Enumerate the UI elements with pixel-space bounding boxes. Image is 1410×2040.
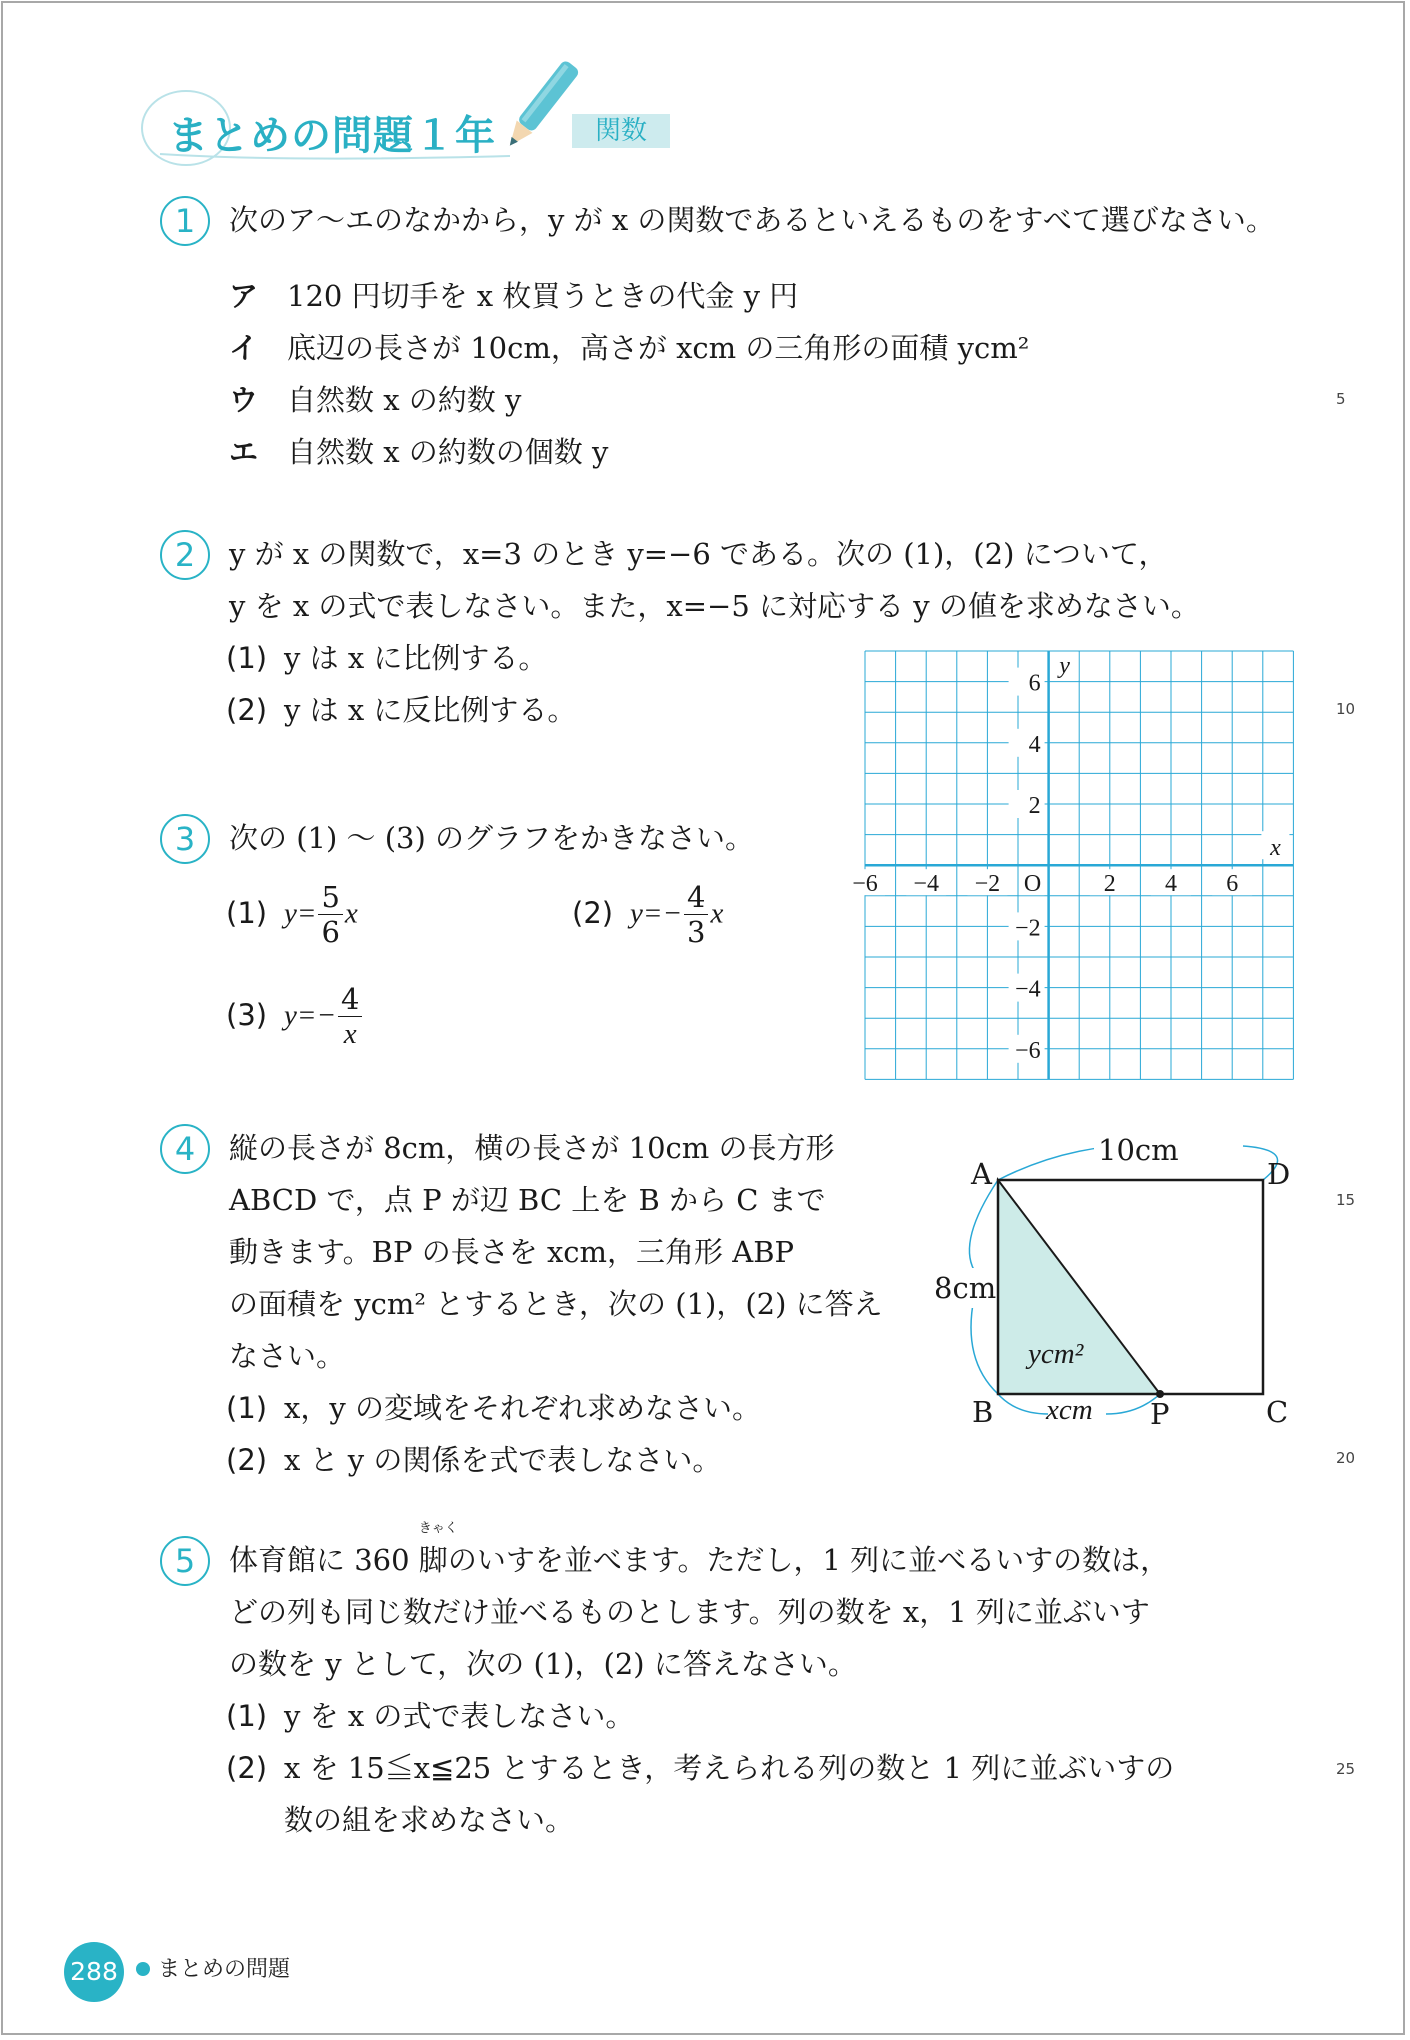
topic-tag: 関数 — [572, 114, 670, 148]
q3-sub3: (3) y=− $\frac{4}{x}$ — [226, 982, 364, 1051]
y-axis-label: y — [1059, 653, 1070, 679]
q4-line: の面積を ycm² とするとき，次の (1)，(2) に答え — [229, 1287, 883, 1321]
q2-sub1: (1) y は x に比例する。 — [226, 641, 548, 675]
q1-item: ウ 自然数 x の約数 y — [229, 383, 522, 417]
q5-line1: 体育館に 360 きゃく 脚のいすを並べます。ただし，1 列に並べるいすの数は， — [229, 1521, 1170, 1577]
q3-prompt: 次の (1) 〜 (3) のグラフをかきなさい。 — [229, 821, 755, 855]
question-number-5: 5 — [160, 1536, 210, 1586]
x-axis-label: x — [1270, 835, 1281, 862]
q3-sub1: (1) y= $\frac{5}{6}$ x — [226, 880, 358, 949]
q3-sub2: (2) y=− $\frac{4}{3}$ x — [572, 880, 724, 949]
bp-brace — [998, 1394, 1048, 1414]
x-tick-label: −2 — [974, 871, 1001, 898]
q4-sub2: (2) x と y の関係を式で表しなさい。 — [226, 1443, 722, 1477]
question-number-2: 2 — [160, 530, 210, 580]
q4-line: なさい。 — [229, 1339, 346, 1373]
title-block — [140, 84, 520, 166]
line-number: 5 — [1336, 390, 1346, 408]
x-tick-label: −6 — [852, 871, 878, 898]
origin-label: O — [1023, 871, 1042, 898]
y-tick-label: −2 — [1015, 915, 1041, 942]
q5-sub2: (2) x を 15≦x≦25 とするとき，考えられる列の数と 1 列に並ぶいすの — [226, 1751, 1175, 1785]
page-title: まとめの問題１年 — [168, 113, 496, 159]
y-tick-label: −4 — [1015, 976, 1041, 1003]
height-brace — [971, 1298, 998, 1394]
q4-line: ABCD で，点 P が辺 BC 上を B から C まで — [229, 1183, 826, 1217]
q2-prompt-line1: y が x の関数で，x=3 のとき y=−6 である。次の (1)，(2) について， — [229, 537, 1168, 571]
line-number: 10 — [1336, 700, 1356, 718]
pencil-icon — [500, 52, 580, 162]
area-label: ycm² — [1028, 1338, 1084, 1370]
q1-item: イ 底辺の長さが 10cm，高さが xcm の三角形の面積 ycm² — [229, 331, 1030, 365]
bp-label: xcm — [1046, 1394, 1093, 1426]
question-number-3: 3 — [160, 814, 210, 864]
q1-item: エ 自然数 x の約数の個数 y — [229, 435, 609, 469]
y-tick-label: 2 — [1028, 793, 1041, 819]
q4-sub1: (1) x，y の変域をそれぞれ求めなさい。 — [226, 1391, 761, 1425]
line-number: 25 — [1336, 1760, 1356, 1778]
vertex-a: A — [971, 1157, 992, 1191]
vertex-p: P — [1150, 1397, 1170, 1431]
x-tick-label: −4 — [913, 871, 939, 898]
q5-sub1: (1) y を x の式で表しなさい。 — [226, 1699, 635, 1733]
q2-sub2: (2) y は x に反比例する。 — [226, 693, 577, 727]
question-number-1: 1 — [160, 196, 210, 246]
q5-line2: どの列も同じ数だけ並べるものとします。列の数を x，1 列に並ぶいす — [229, 1595, 1150, 1629]
coordinate-grid — [852, 648, 1300, 1092]
height-label: 8cm — [934, 1268, 996, 1308]
question-number-4: 4 — [160, 1124, 210, 1174]
bullet-icon — [136, 1962, 150, 1976]
q4-line: 動きます。BP の長さを xcm，三角形 ABP — [229, 1235, 795, 1269]
page-number: 288 — [64, 1942, 124, 2002]
q2-prompt-line2: y を x の式で表しなさい。また，x=−5 に対応する y の値を求めなさい。 — [229, 589, 1200, 623]
line-number: 15 — [1336, 1191, 1356, 1209]
x-tick-label: 2 — [1103, 871, 1116, 898]
q1-prompt: 次のア〜エのなかから，y が x の関数であるといえるものをすべて選びなさい。 — [229, 203, 1275, 237]
footer-section: まとめの問題 — [158, 1957, 291, 1982]
width-label: 10cm — [1094, 1130, 1183, 1170]
y-tick-label: 6 — [1028, 670, 1041, 697]
x-tick-label: 6 — [1226, 871, 1239, 898]
y-tick-label: −6 — [1015, 1037, 1041, 1064]
q4-line: 縦の長さが 8cm，横の長さが 10cm の長方形 — [229, 1131, 835, 1165]
q1-item: ア 120 円切手を x 枚買うときの代金 y 円 — [229, 279, 799, 313]
line-number: 20 — [1336, 1449, 1356, 1467]
q5-line3: の数を y として，次の (1)，(2) に答えなさい。 — [229, 1647, 857, 1681]
q5-sub2-cont: 数の組を求めなさい。 — [284, 1803, 575, 1837]
vertex-b: B — [972, 1395, 994, 1429]
y-tick-label: 4 — [1028, 731, 1041, 758]
vertex-c: C — [1266, 1395, 1289, 1429]
x-tick-label: 4 — [1165, 871, 1177, 898]
vertex-d: D — [1267, 1157, 1291, 1191]
